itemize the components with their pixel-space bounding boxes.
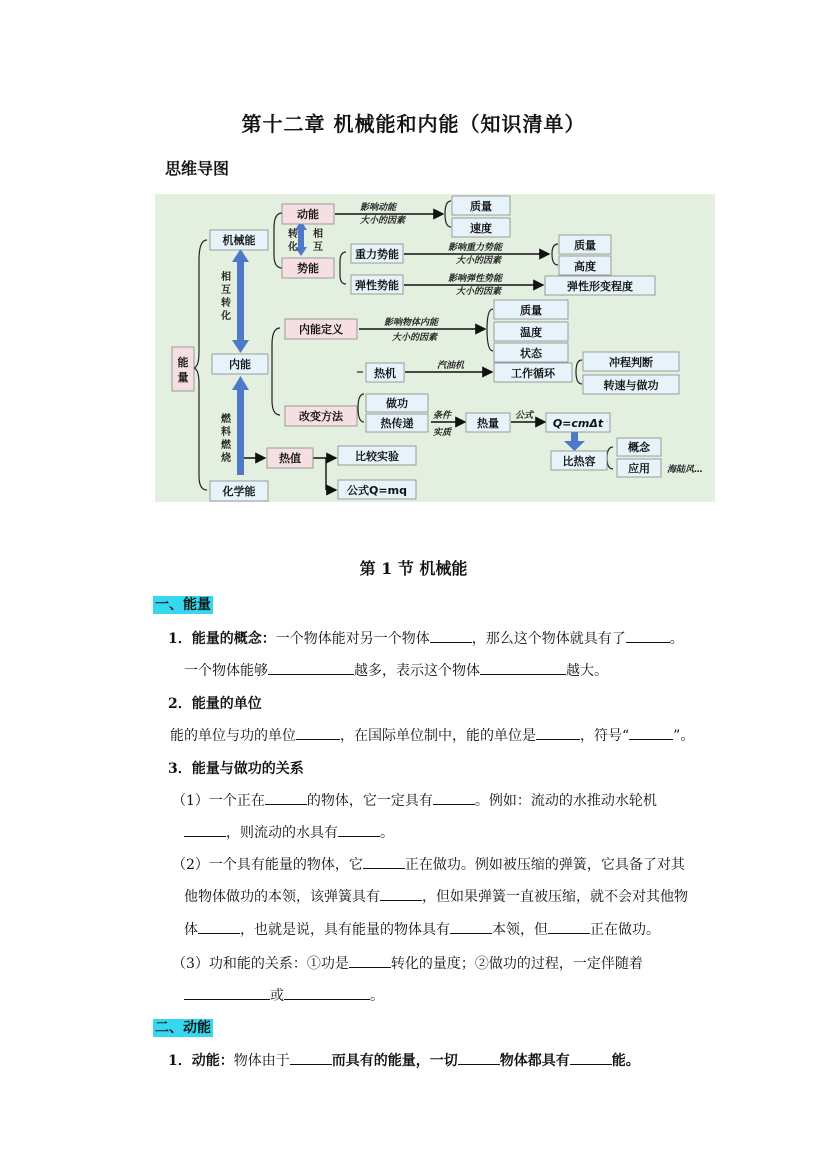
burn-char-4: 烧 [221, 453, 231, 464]
svg-text:机械能: 机械能 [222, 234, 256, 247]
node-speed [452, 218, 510, 237]
part2-p1-label: 动能： [191, 1053, 234, 1069]
svg-text:热量: 热量 [477, 417, 499, 430]
epe-factors-label-2: 大小的因素 [456, 287, 502, 297]
blank[interactable] [265, 790, 307, 805]
node-change-methods [285, 406, 357, 426]
section-title: 第 1 节 机械能 [359, 559, 468, 578]
node-ie-definition [285, 319, 357, 339]
node-heat-engine [366, 363, 404, 382]
p2-text-c: ，符号“ [580, 728, 630, 744]
p2-line1 [170, 725, 694, 745]
s2-text-h: 正在做功。 [590, 922, 660, 938]
gpe-factors-label-2: 大小的因素 [456, 256, 502, 266]
formula-label: 公式 [515, 411, 534, 421]
svg-text:内能定义: 内能定义 [299, 323, 343, 336]
node-heat-transfer [366, 414, 428, 432]
blank[interactable] [296, 725, 340, 740]
s1-line1 [172, 790, 657, 810]
mind-map [155, 194, 715, 502]
svg-text:内能: 内能 [229, 358, 251, 371]
svg-text:速度: 速度 [470, 222, 492, 235]
svg-text:热值: 热值 [279, 452, 301, 465]
node-height [559, 256, 611, 275]
part2-p1-text-c: 物体都具有 [499, 1053, 570, 1069]
convert-char-4: 化 [221, 311, 231, 322]
s2-text-c: 他物体做功的本领，该弹簧具有 [184, 889, 380, 905]
part2-p1-text-a: 物体由于 [233, 1053, 290, 1069]
gasoline-label: 汽油机 [437, 361, 465, 371]
node-deformation [545, 276, 655, 295]
s2-line2 [184, 886, 688, 906]
p3-label: 能量与做功的关系 [191, 761, 304, 777]
mutual-char-4: 互 [313, 242, 323, 253]
node-heat-value [267, 448, 313, 468]
blank[interactable] [268, 660, 354, 675]
blank[interactable] [349, 953, 391, 968]
node-root [172, 347, 194, 391]
p1-text-f: 越大。 [566, 663, 608, 679]
blank[interactable] [570, 1050, 612, 1065]
gpe-factors-label-1: 影响重力势能 [448, 243, 503, 253]
s1-text-a: （1）一个正在 [172, 793, 265, 809]
node-mechanical-energy [210, 230, 268, 250]
s1-text-c: 。例如：流动的水推动水轮机 [474, 793, 657, 809]
s2-text-e: 体 [184, 922, 198, 938]
sea-land-label: 海陆风… [667, 465, 704, 475]
node-mass-2 [559, 235, 611, 254]
p2-label: 能量的单位 [191, 696, 262, 712]
node-chemical-energy [210, 481, 268, 501]
ke-factors-label-2: 大小的因素 [360, 216, 406, 226]
svg-text:质量: 质量 [520, 304, 542, 317]
part2-p1-text-b: 而具有的能量，一切 [331, 1053, 458, 1069]
node-kinetic [282, 204, 334, 224]
part2-heading: 二、动能 [155, 1020, 211, 1036]
burn-char-1: 燃 [221, 414, 231, 425]
s2-text-b: 正在做功。例如被压缩的弹簧，它具备了对其 [404, 857, 685, 873]
svg-text:公式Q=mq: 公式Q=mq [347, 484, 407, 497]
mutual-char-2: 化 [288, 242, 298, 253]
node-rpm [583, 375, 679, 394]
node-compare-experiment [338, 446, 416, 465]
blank[interactable] [458, 1050, 500, 1065]
p1-label: 能量的概念： [191, 631, 276, 647]
p1-text-d: 一个物体能够 [184, 663, 268, 679]
node-heat [466, 413, 510, 432]
p2-text-a: 能的单位与功的单位 [170, 728, 296, 744]
part2-p1-text-d: 能。 [611, 1053, 640, 1069]
p1-text-b: ，那么这个物体就具有了 [471, 631, 626, 647]
node-concept [617, 438, 661, 456]
part2-heading-wrap [153, 1017, 213, 1037]
p1-text-a: 一个物体能对另一个物体 [275, 631, 430, 647]
node-mass-1 [452, 196, 510, 215]
convert-char-3: 转 [221, 298, 231, 309]
cond-label-1: 条件 [433, 411, 452, 421]
mindmap-heading: 思维导图 [165, 159, 230, 178]
p2-number: 2． [168, 696, 192, 712]
part1-heading-wrap [153, 594, 213, 614]
svg-text:热机: 热机 [374, 367, 396, 380]
p2-heading [168, 693, 262, 713]
p1-text-c: 。 [669, 631, 684, 647]
svg-text:概念: 概念 [628, 441, 650, 454]
s2-text-a: （2）一个具有能量的物体，它 [172, 857, 363, 873]
node-internal-energy [212, 354, 268, 374]
svg-text:Q=cmΔt: Q=cmΔt [552, 417, 604, 430]
svg-text:转速与做功: 转速与做功 [603, 379, 659, 392]
blank[interactable] [380, 886, 422, 901]
svg-text:比热容: 比热容 [562, 455, 596, 468]
s2-text-f: ，也就是说，具有能量的物体具有 [240, 922, 450, 938]
node-formula-qmq [338, 480, 416, 499]
svg-text:化学能: 化学能 [222, 485, 256, 498]
s3-text-c: 或 [270, 988, 284, 1004]
p1-number: 1． [168, 631, 192, 647]
mutual-char-3: 相 [313, 229, 323, 240]
root-char-1: 能 [177, 356, 189, 369]
epe-factors-label-1: 影响弹性势能 [448, 274, 503, 284]
blank[interactable] [433, 790, 475, 805]
p1-text-e: 越多，表示这个物体 [354, 663, 480, 679]
p2-text-d: ”。 [673, 728, 695, 744]
svg-text:温度: 温度 [520, 326, 542, 339]
svg-text:重力势能: 重力势能 [355, 248, 399, 261]
s1-line2 [184, 822, 394, 842]
svg-text:势能: 势能 [297, 262, 319, 275]
s3-line1 [172, 953, 643, 973]
part2-p1-number: 1． [168, 1053, 192, 1069]
node-q-formula [546, 413, 610, 432]
svg-text:应用: 应用 [628, 462, 650, 475]
svg-text:弹性势能: 弹性势能 [355, 279, 399, 292]
document-title: 第十二章 机械能和内能（知识清单） [241, 112, 586, 136]
s2-text-g: 本领，但 [492, 922, 548, 938]
part1-heading: 一、能量 [155, 597, 211, 613]
svg-text:动能: 动能 [297, 208, 319, 221]
s2-line3 [184, 919, 660, 939]
node-elastic-pe [351, 275, 403, 294]
blank[interactable] [363, 854, 405, 869]
ke-factors-label-1: 影响动能 [360, 203, 397, 213]
node-mass-3 [494, 300, 568, 319]
s2-line1 [172, 854, 685, 874]
node-work-cycle [494, 363, 572, 382]
svg-text:弹性形变程度: 弹性形变程度 [567, 280, 633, 293]
ie-factors-label-2: 大小的因素 [392, 333, 438, 343]
node-gravitational-pe [351, 244, 403, 263]
svg-text:热传递: 热传递 [380, 417, 414, 430]
blank[interactable] [184, 822, 226, 837]
s3-line2 [184, 985, 384, 1005]
burn-char-3: 燃 [221, 440, 231, 451]
s1-text-e: 。 [380, 825, 394, 841]
blank[interactable] [450, 919, 492, 934]
burn-char-2: 料 [221, 427, 231, 438]
blank[interactable] [338, 822, 380, 837]
p2-text-b: ，在国际单位制中，能的单位是 [340, 728, 536, 744]
cond-label-2: 实质 [433, 428, 452, 438]
svg-text:质量: 质量 [470, 200, 492, 213]
s1-text-d: ，则流动的水具有 [226, 825, 338, 841]
p3-number: 3． [168, 761, 192, 777]
svg-text:质量: 质量 [574, 239, 596, 252]
node-application [617, 459, 661, 477]
blank[interactable] [626, 628, 670, 643]
s1-text-b: 的物体，它一定具有 [306, 793, 433, 809]
node-specific-heat [551, 451, 607, 470]
node-stroke [583, 352, 679, 371]
convert-char-1: 相 [221, 272, 231, 283]
blank[interactable] [548, 919, 590, 934]
blank[interactable] [430, 628, 472, 643]
node-potential [282, 258, 334, 278]
blank[interactable] [629, 725, 673, 740]
ie-factors-label-1: 影响物体内能 [384, 318, 439, 328]
node-work [366, 394, 428, 412]
svg-text:工作循环: 工作循环 [511, 367, 555, 380]
svg-text:高度: 高度 [574, 260, 596, 273]
node-temperature [494, 322, 568, 341]
root-char-2: 量 [177, 371, 189, 384]
p3-heading [168, 758, 304, 778]
s3-text-b: 转化的量度；②做功的过程，一定伴随着 [390, 956, 643, 972]
s2-text-d: ，但如果弹簧一直被压缩，就不会对其他物 [422, 889, 688, 905]
blank[interactable] [184, 985, 270, 1000]
mutual-char-1: 转 [288, 229, 298, 240]
part2-p1-line1 [168, 1050, 640, 1070]
svg-text:比较实验: 比较实验 [355, 450, 399, 463]
svg-text:改变方法: 改变方法 [299, 410, 343, 423]
blank[interactable] [290, 1050, 332, 1065]
p1-line2 [184, 660, 608, 680]
blank[interactable] [284, 985, 370, 1000]
s3-text-d: 。 [370, 988, 384, 1004]
blank[interactable] [198, 919, 240, 934]
svg-text:冲程判断: 冲程判断 [609, 356, 653, 369]
svg-text:状态: 状态 [520, 347, 542, 360]
blank[interactable] [536, 725, 580, 740]
s3-text-a: （3）功和能的关系：①功是 [172, 956, 349, 972]
node-state [494, 343, 568, 362]
p1-line1 [168, 628, 684, 648]
blank[interactable] [480, 660, 566, 675]
svg-text:做功: 做功 [386, 397, 408, 410]
convert-char-2: 互 [221, 285, 231, 296]
